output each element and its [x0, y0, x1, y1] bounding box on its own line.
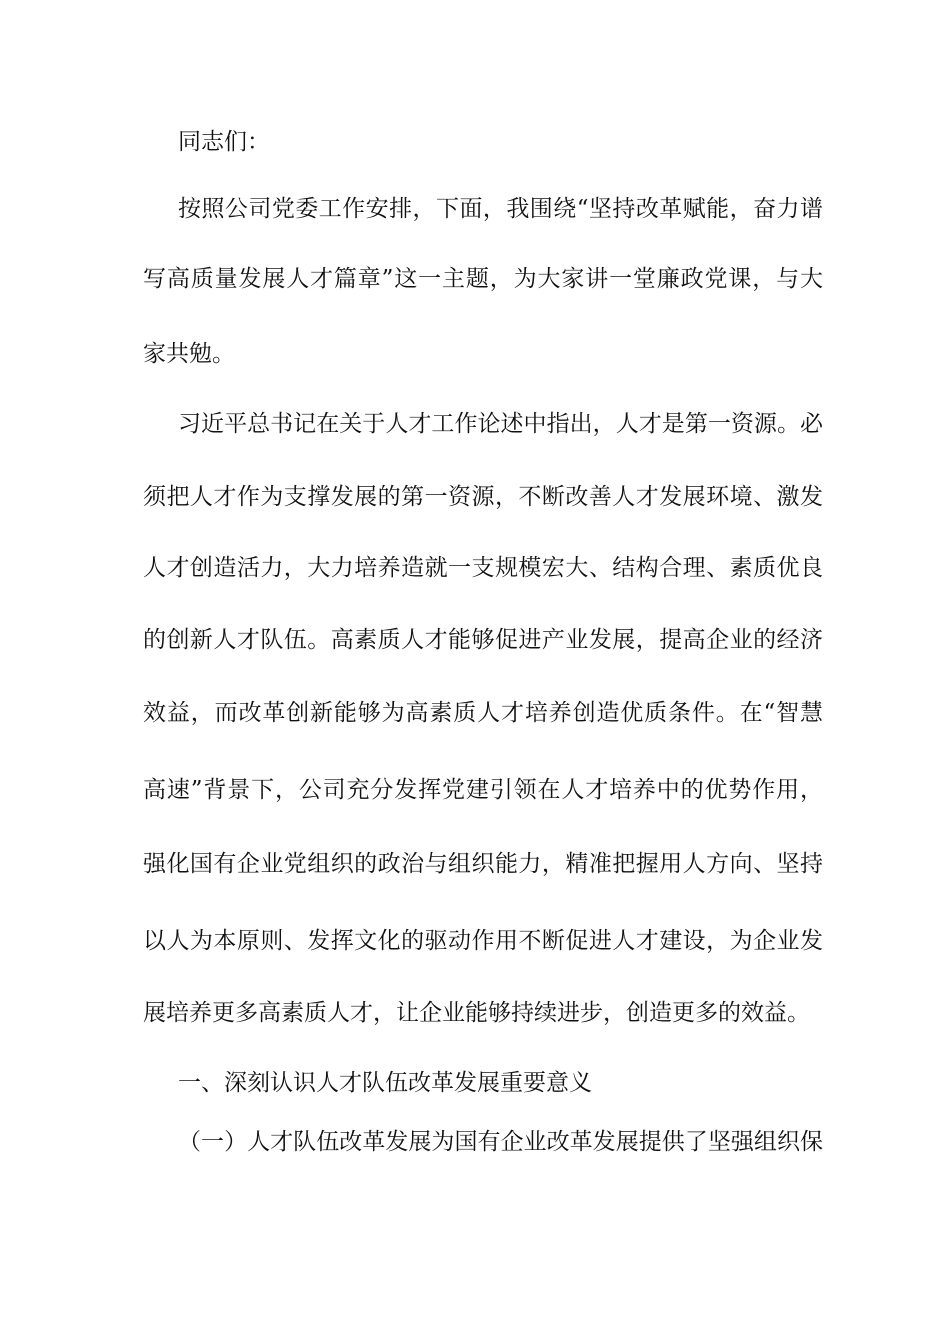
- paragraph-2-line-6: 高速”背景下，公司充分发挥党建引领在人才培养中的优势作用，: [143, 777, 823, 803]
- paragraph-2-line-8: 以人为本原则、发挥文化的驱动作用不断促进人才建设，为企业发: [143, 928, 823, 954]
- section-heading-1: 一、深刻认识人才队伍改革发展重要意义: [178, 1070, 592, 1096]
- paragraph-2-line-4: 的创新人才队伍。高素质人才能够促进产业发展，提高企业的经济: [143, 627, 823, 653]
- paragraph-1-line-2: 写高质量发展人才篇章”这一主题，为大家讲一堂廉政党课，与大: [143, 266, 823, 292]
- subsection-heading-1: （一）人才队伍改革发展为国有企业改革发展提供了坚强组织保: [178, 1129, 823, 1155]
- paragraph-2-line-2: 须把人才作为支撑发展的第一资源，不断改善人才发展环境、激发: [143, 484, 823, 510]
- salutation: 同志们：: [178, 129, 270, 155]
- paragraph-2-line-7: 强化国有企业党组织的政治与组织能力，精准把握用人方向、坚持: [143, 851, 823, 877]
- paragraph-1-line-1: 按照公司党委工作安排，下面，我围绕“坚持改革赋能，奋力谱: [178, 196, 823, 222]
- paragraph-2-line-9: 展培养更多高素质人才，让企业能够持续进步，创造更多的效益。: [143, 1000, 810, 1026]
- paragraph-2-line-3: 人才创造活力，大力培养造就一支规模宏大、结构合理、素质优良: [143, 555, 823, 581]
- paragraph-2-line-1: 习近平总书记在关于人才工作论述中指出，人才是第一资源。必: [178, 411, 823, 437]
- paragraph-2-line-5: 效益，而改革创新能够为高素质人才培养创造优质条件。在“智慧: [143, 700, 823, 726]
- paragraph-1-line-3: 家共勉。: [143, 341, 235, 367]
